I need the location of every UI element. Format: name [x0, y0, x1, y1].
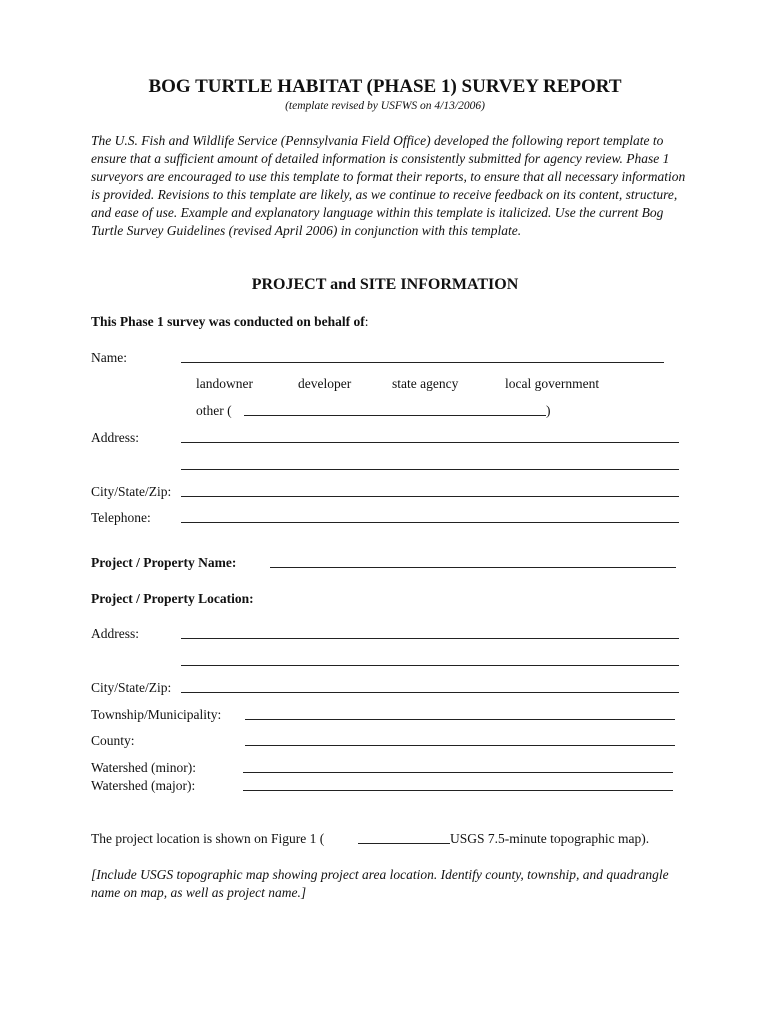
other-field[interactable] — [244, 415, 546, 416]
location-address-field-2[interactable] — [181, 665, 679, 666]
project-name-label: Project / Property Name: — [91, 555, 237, 570]
option-other-label: other ( — [196, 403, 232, 418]
option-landowner[interactable]: landowner — [196, 376, 253, 391]
client-city-label: City/State/Zip: — [91, 484, 172, 499]
intro-paragraph: The U.S. Fish and Wildlife Service (Pennsylvania Field Office) developed the following report template to ensure that a sufficient amount of detailed information is consistently submitted for agency review. Phase 1 surveyors are encouraged to use this template to format their reports, to ensure that all necessary information is provided. Revisions to this template are likely, as we continue to receive feedback on its content, structure, and ease of use. Example and explanatory language within this template is italicized. Use the current Bog Turtle Survey Guidelines (revised April 2006) in conjunction with this template. — [91, 133, 686, 238]
option-local-government[interactable]: local government — [505, 376, 600, 391]
figure-sentence-suffix: USGS 7.5-minute topographic map). — [450, 831, 650, 846]
client-telephone-label: Telephone: — [91, 510, 151, 525]
project-location-label: Project / Property Location: — [91, 591, 254, 606]
location-address-field-1[interactable] — [181, 638, 679, 639]
location-city-field[interactable] — [181, 692, 679, 693]
name-field[interactable] — [181, 362, 664, 363]
project-name-field[interactable] — [270, 567, 676, 568]
location-city-label: City/State/Zip: — [91, 680, 172, 695]
client-address-field-1[interactable] — [181, 442, 679, 443]
township-label: Township/Municipality: — [91, 707, 222, 722]
behalf-label: This Phase 1 survey was conducted on behalf of — [91, 314, 365, 329]
report-title: BOG TURTLE HABITAT (PHASE 1) SURVEY REPORT — [148, 76, 622, 97]
county-field[interactable] — [245, 745, 675, 746]
county-label: County: — [91, 733, 135, 748]
topo-map-name-field[interactable] — [358, 843, 450, 844]
figure-sentence-prefix: The project location is shown on Figure 1 ( — [91, 831, 325, 846]
name-label: Name: — [91, 350, 127, 365]
township-field[interactable] — [245, 719, 675, 720]
client-address-label: Address: — [91, 430, 139, 445]
behalf-colon: : — [364, 314, 369, 329]
client-address-field-2[interactable] — [181, 469, 679, 470]
location-address-label: Address: — [91, 626, 139, 641]
other-close-paren: ) — [546, 403, 551, 418]
option-developer[interactable]: developer — [298, 376, 352, 391]
map-instruction-note: [Include USGS topographic map showing project area location. Identify county, township, and quadrangle name on map, as well as project name.] — [91, 867, 669, 900]
watershed-minor-label: Watershed (minor): — [91, 760, 197, 775]
client-city-field[interactable] — [181, 496, 679, 497]
option-state-agency[interactable]: state agency — [392, 376, 459, 391]
client-telephone-field[interactable] — [181, 522, 679, 523]
section-heading: PROJECT and SITE INFORMATION — [251, 276, 519, 293]
template-revision-note: (template revised by USFWS on 4/13/2006) — [285, 100, 485, 112]
watershed-major-field[interactable] — [243, 790, 673, 791]
watershed-major-label: Watershed (major): — [91, 778, 196, 793]
behalf-statement — [91, 314, 369, 330]
watershed-minor-field[interactable] — [243, 772, 673, 773]
